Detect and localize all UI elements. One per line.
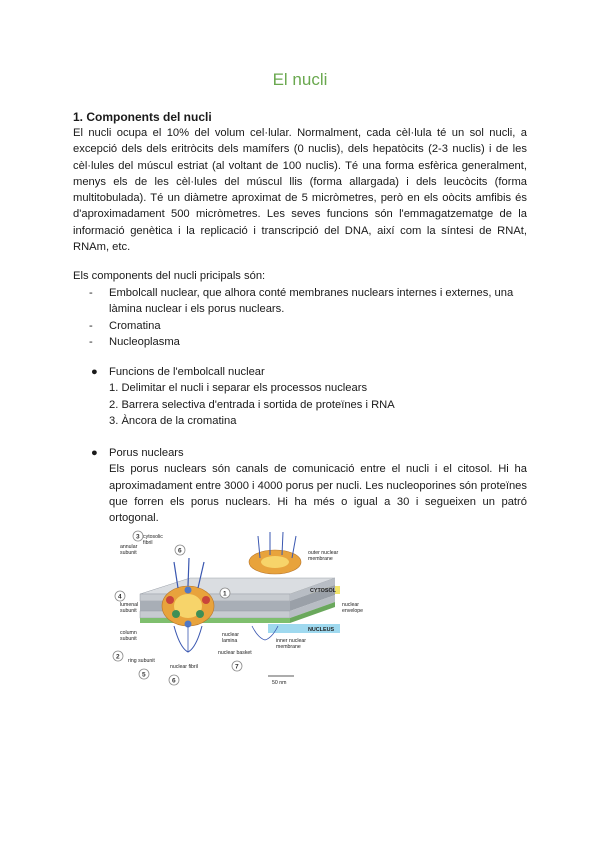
label-outer-nuclear-membrane-2: membrane: [308, 556, 333, 562]
label-cytosol: CYTOSOL: [310, 588, 336, 594]
dash-marker: -: [89, 319, 93, 332]
label-cytosolic-fibril-2: fibril: [143, 540, 153, 546]
label-annular-subunit: annular: [120, 544, 138, 550]
callout-5: [139, 669, 149, 679]
label-outer-nuclear-membrane: outer nuclear: [308, 550, 339, 556]
label-nuclear-basket: nuclear basket: [218, 650, 252, 656]
dash-marker: -: [89, 335, 93, 348]
svg-text:6: 6: [178, 547, 182, 555]
label-cytosolic-fibril: cytosolic: [143, 534, 163, 540]
label-nuclear-lamina: nuclear: [222, 632, 240, 638]
callout-4: [115, 591, 125, 601]
pore-subunit: [172, 610, 180, 618]
label-inner-nuclear-membrane: inner nuclear: [276, 638, 306, 644]
callout-1: [220, 588, 230, 598]
svg-text:7: 7: [235, 663, 239, 671]
callout-2: [113, 651, 123, 661]
nuclear-pore-figure: [110, 528, 364, 688]
svg-text:4: 4: [118, 593, 122, 601]
callout-6: [175, 545, 185, 555]
nuclear-lamina-band: [140, 618, 290, 623]
pore-subunit: [202, 596, 210, 604]
label-ring-subunit: ring subunit: [128, 658, 155, 664]
envelope-function-item: 1. Delimitar el nucli i separar els processos nuclears: [109, 382, 368, 395]
label-column-subunit-2: subunit: [120, 636, 137, 642]
list-item: [73, 334, 527, 350]
nuclear-pores-text: Els porus nuclears són canals de comunicació entre el nucli i el citosol. Hi ha aproximadament entre 3000 i 4000 porus per nucli. Les nucleoporines són proteïnes que forren els porus nuclears. Hi ha més o igual a 30 i segueixen un patró ortogonal.: [109, 463, 527, 525]
list-item-text: Embolcall nuclear, que alhora conté membranes nuclears internes i externes, una làmina nuclear i els porus nuclears.: [109, 287, 514, 316]
callout-7: [232, 661, 242, 671]
page-title: El nucli: [272, 70, 328, 89]
label-column-subunit: column: [120, 630, 137, 636]
pore-subunit: [196, 610, 204, 618]
label-scale: 50 nm: [272, 680, 287, 686]
label-inner-nuclear-membrane-2: membrane: [276, 644, 301, 650]
svg-text:1: 1: [223, 590, 227, 598]
section-heading: 1. Components del nucli: [73, 110, 212, 124]
outer-membrane: [140, 594, 290, 601]
envelope-functions-title: Funcions de l'embolcall nuclear: [109, 366, 265, 378]
svg-text:3: 3: [136, 533, 140, 541]
label-nuclear-fibril: nuclear fibril: [170, 664, 198, 670]
inner-membrane: [140, 611, 290, 618]
list-item-text: Nucleoplasma: [109, 335, 180, 348]
label-nuclear-envelope-2: envelope: [342, 608, 364, 614]
label-nucleus: NUCLEUS: [308, 627, 335, 633]
intro-paragraph: El nucli ocupa el 10% del volum cel·lular. Normalment, cada cèl·lula té un sol nucli, a excepció dels dels eritròcits dels mamífers (0 nuclis), dels hepatòcits (2-3 nuclis) i de les cèl·lules del múscul estriat (al voltant de 100 nuclis). Té una forma esfèrica generalment, menys els de les cèl·lules del múscul llis (forma allargada) i dels leucòcits (forma multitobulada). Té un diàmetre aproximat de 5 micròmetres, però en els oòcits amfibis és d'aproximadament 500 micròmetres. Les seves funcions són l'emmagatzematge de la informació genètica i la replicació i transcripció del DNA, així com la síntesi de RNAt, RNAm, etc.: [73, 127, 527, 254]
bullet-dot: ●: [91, 366, 98, 378]
pore-subunit: [166, 596, 174, 604]
svg-text:2: 2: [116, 653, 120, 661]
list-item-text: Cromatina: [109, 319, 161, 332]
pore-subunit: [185, 587, 192, 594]
nuclear-pore-diagram: [110, 528, 364, 688]
envelope-function-item: 3. Àncora de la cromatina: [109, 414, 237, 427]
callout-6b: [169, 675, 179, 685]
label-lumenal-subunit: lumenal: [120, 602, 139, 608]
bullet-dot: ●: [91, 447, 98, 459]
pore-channel-top: [261, 556, 289, 568]
label-annular-subunit-2: subunit: [120, 550, 137, 556]
label-nuclear-lamina-2: lamina: [222, 638, 238, 644]
list-item: [73, 285, 527, 318]
callout-3: [133, 531, 143, 541]
envelope-function-item: 2. Barrera selectiva d'entrada i sortida de proteïnes i RNA: [109, 398, 395, 411]
svg-text:5: 5: [142, 671, 146, 679]
label-nuclear-envelope: nuclear: [342, 602, 360, 608]
label-lumenal-subunit-2: subunit: [120, 608, 137, 614]
svg-text:6: 6: [172, 677, 176, 685]
nuclear-pores-title: Porus nuclears: [109, 447, 184, 459]
components-list: [73, 285, 527, 350]
dash-marker: -: [89, 287, 93, 299]
components-intro: Els components del nucli pricipals són:: [73, 270, 266, 282]
envelope-functions-bullet: [91, 364, 527, 429]
nuclear-pores-bullet: [91, 445, 527, 526]
list-item: [73, 318, 527, 334]
